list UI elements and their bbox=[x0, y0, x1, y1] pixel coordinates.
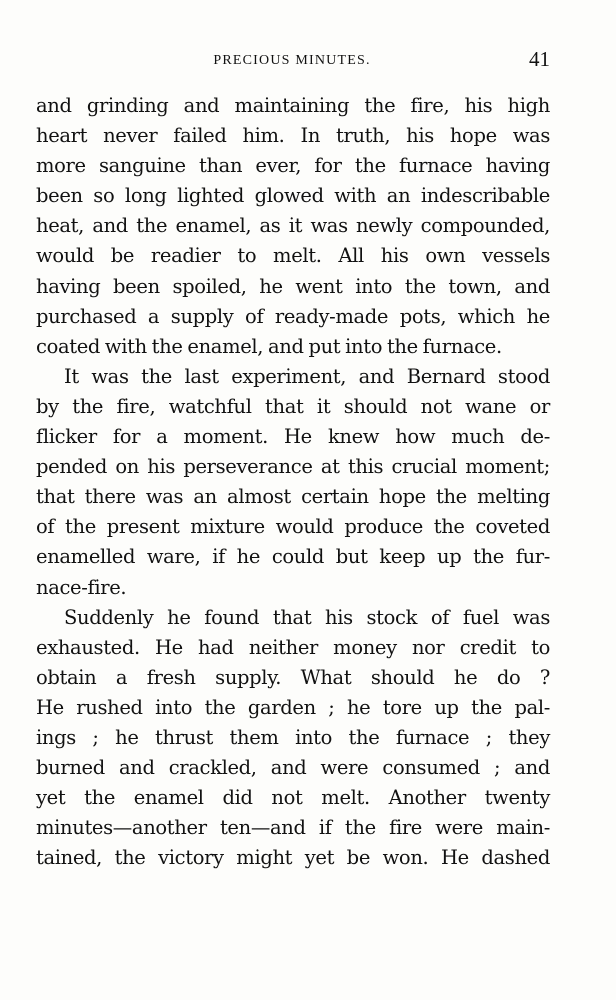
text-line: that there was an almost certain hope the melting bbox=[36, 485, 550, 509]
text-line: ings ; he thrust them into the furnace ; they bbox=[36, 725, 550, 749]
text-line: and grinding and maintaining the fire, his high bbox=[36, 94, 550, 117]
text-line: tained, the victory might yet be won. He dashed bbox=[36, 846, 550, 870]
text-line: been so long lighted glowed with an indescribable bbox=[36, 184, 550, 208]
running-head-title: PRECIOUS MINUTES. bbox=[213, 53, 371, 68]
text-line: He rushed into the garden ; he tore up the pal- bbox=[36, 695, 550, 719]
text-line: heat, and the enamel, as it was newly compounded, bbox=[36, 214, 550, 238]
text-line: obtain a fresh supply. What should he do ? bbox=[36, 665, 550, 689]
text-line: coated with the enamel, and put into the furnace. bbox=[36, 334, 502, 358]
text-line: Suddenly he found that his stock of fuel was bbox=[64, 605, 550, 629]
text-line: enamelled ware, if he could but keep up the fur- bbox=[36, 545, 550, 569]
text-line: yet the enamel did not melt. Another twenty bbox=[36, 786, 550, 810]
text-line: nace-fire. bbox=[36, 575, 127, 599]
text-line: flicker for a moment. He knew how much de- bbox=[36, 425, 550, 449]
body-text bbox=[36, 91, 550, 873]
text-line: would be readier to melt. All his own vessels bbox=[36, 244, 550, 268]
text-line: pended on his perseverance at this crucial moment; bbox=[36, 455, 550, 479]
text-line: heart never failed him. In truth, his hope was bbox=[36, 124, 550, 148]
text-line: minutes—another ten—and if the fire were main- bbox=[36, 816, 550, 840]
running-head bbox=[36, 48, 548, 72]
text-line: of the present mixture would produce the coveted bbox=[36, 515, 550, 539]
text-line: burned and crackled, and were consumed ; and bbox=[36, 756, 550, 780]
text-line: having been spoiled, he went into the town, and bbox=[36, 274, 550, 298]
text-line: by the fire, watchful that it should not wane or bbox=[36, 394, 550, 418]
text-line: It was the last experiment, and Bernard stood bbox=[64, 364, 550, 388]
page-number: 41 bbox=[529, 47, 550, 71]
text-line: exhausted. He had neither money nor credit to bbox=[36, 635, 550, 659]
text-line: more sanguine than ever, for the furnace having bbox=[36, 154, 550, 178]
text-line: purchased a supply of ready-made pots, which he bbox=[36, 304, 550, 328]
